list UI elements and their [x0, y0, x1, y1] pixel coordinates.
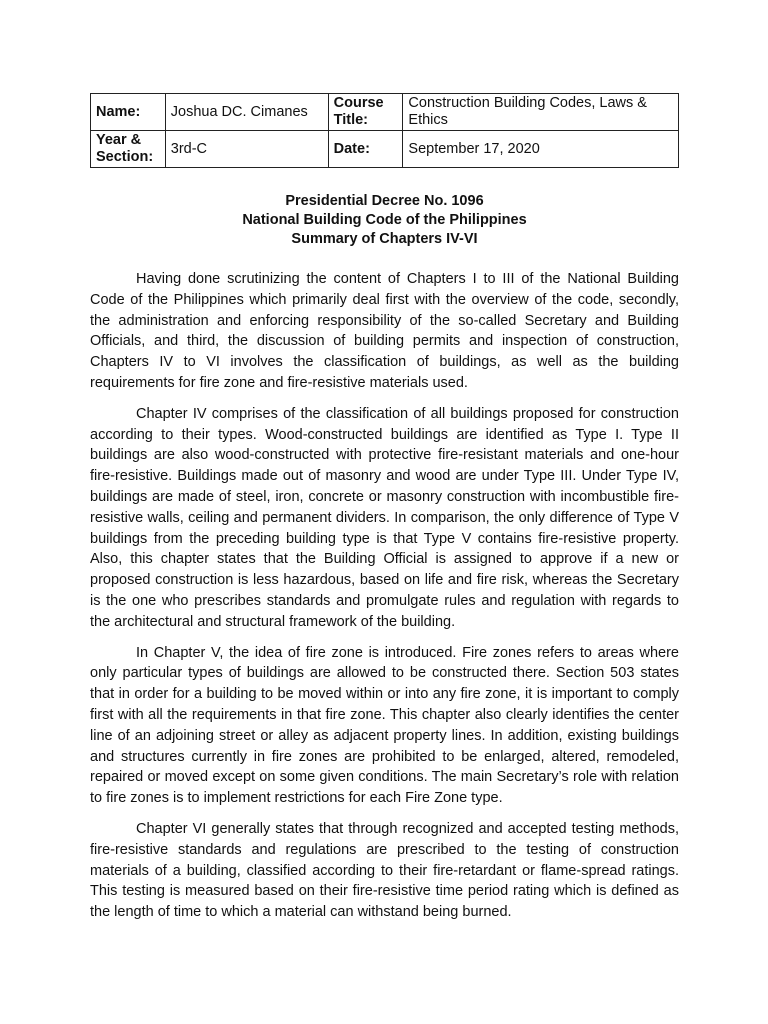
year-section-value: 3rd-C — [165, 131, 328, 168]
course-title-label: Course Title: — [328, 94, 403, 131]
document-heading — [90, 192, 679, 249]
date-value: September 17, 2020 — [403, 131, 679, 168]
code-title: National Building Code of the Philippines — [242, 212, 527, 228]
name-value: Joshua DC. Cimanes — [165, 94, 328, 131]
year-section-label: Year & Section: — [91, 131, 166, 168]
date-label: Date: — [328, 131, 403, 168]
paragraph-chapter-vi: Chapter VI generally states that through recognized and accepted testing methods, fire-resistive standards and regulations are prescribed to the testing of construction materials of a building, classified according to their fire-retardant or flame-spread ratings. This testing is measured based on their fire-resistive time period rating which is defined as the length of time to which a material can withstand being burned. — [90, 820, 679, 921]
decree-title: Presidential Decree No. 1096 — [285, 193, 484, 209]
paragraph-chapter-iv: Chapter IV comprises of the classification of all buildings proposed for construction according to their types. Wood-constructed buildings are identified as Type I. Type II buildings are also wood-constructed with protective fire-resistant materials and one-hour fire-resistive. Buildings made out of masonry and wood are under Type III. Under Type IV, buildings are made of steel, iron, concrete or masonry construction with incombustible fire-resistive walls, ceiling and permanent dividers. In comparison, the only difference of Type V buildings from the preceding building type is that Type V contains fire-resistive property. Also, this chapter states that the Building Official is assigned to approve if a new or proposed construction is less hazardous, based on life and fire risk, whereas the Secretary is the one who prescribes standards and promulgate rules and regulation with regards to the architectural and structural framework of the building. — [90, 405, 679, 630]
paragraph-intro: Having done scrutinizing the content of Chapters I to III of the National Building Code of the Philippines which primarily deal first with the overview of the code, secondly, the administration and enforcing responsibility of the so-called Secretary and Building Officials, and third, the discussion of building permits and inspection of construction, Chapters IV to VI involves the classification of buildings, as well as the building requirements for fire zone and fire-resistive materials used. — [90, 271, 679, 391]
student-info-table — [90, 93, 679, 168]
course-title-value: Construction Building Codes, Laws & Ethics — [403, 94, 679, 131]
summary-title: Summary of Chapters IV-VI — [291, 231, 478, 247]
name-label: Name: — [91, 94, 166, 131]
paragraph-chapter-v: In Chapter V, the idea of fire zone is introduced. Fire zones refers to areas where only particular types of buildings are allowed to be constructed there. Section 503 states that in order for a building to be moved within or into any fire zone, it is important to comply first with all the requirements in that fire zone. This chapter also clearly identifies the center line of an adjoining street or alley as adjacent property lines. In addition, existing buildings and structures currently in fire zones are prohibited to be enlarged, altered, remodeled, repaired or moved except on some given conditions. The main Secretary’s role with relation to fire zones is to implement restrictions for each Fire Zone type. — [90, 644, 679, 807]
info-row-2 — [91, 131, 679, 168]
info-row-1 — [91, 94, 679, 131]
document-body — [90, 269, 679, 933]
